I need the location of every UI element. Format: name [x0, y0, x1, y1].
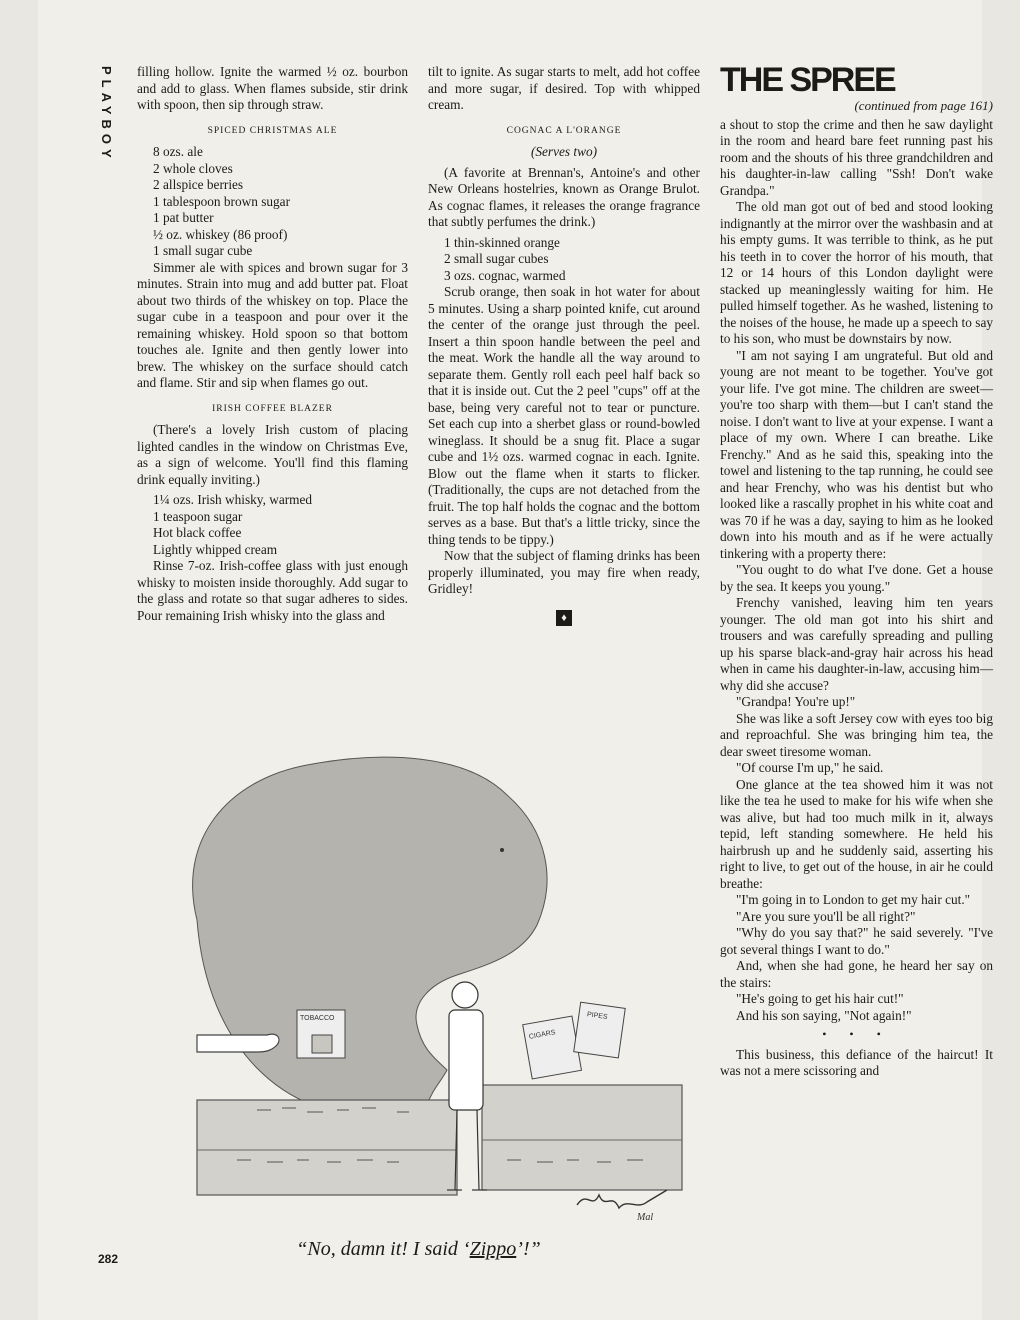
- story-paragraph: She was like a soft Jersey cow with eyes too big and reproachful. She was bringing him tea, the dear sweet tiresome woman.: [720, 710, 993, 759]
- shopkeeper-head: [452, 982, 478, 1008]
- ingredient: 2 whole cloves: [153, 160, 233, 176]
- tobacco-sign: TOBACCO: [300, 1015, 335, 1022]
- cigars-sign: CIGARS: [528, 1029, 557, 1041]
- ingredient: ½ oz. whiskey (86 proof): [153, 226, 288, 242]
- method-spiced-ale: Simmer ale with spices and brown sugar for 3 minutes. Strain into mug and add butter pat. Float about two thirds of the whiskey on top. Place the sugar cube in a teaspoon and pour over it the remaining whiskey. Hold spoon so that bottom touches ale. Ignite and then gently lower into brew. The whiskey on the surface should catch and flame. Stir and sip when flames go out.: [137, 259, 408, 390]
- recipe-title-irish-coffee: IRISH COFFEE BLAZER: [212, 403, 333, 414]
- ingredient: 1 small sugar cube: [153, 243, 253, 258]
- shop-counter-right: [482, 1085, 682, 1190]
- recipe-title-cognac: COGNAC A L'ORANGE: [506, 125, 622, 136]
- ingredient: 1¼ ozs. Irish whisky, warmed: [153, 492, 313, 507]
- story-paragraph: "Are you sure you'll be all right?": [736, 908, 916, 924]
- method-cognac: Scrub orange, then soak in hot water for about 5 minutes. Using a sharp pointed knife, cut around the center of the orange just through the peel. Insert a thin spoon handle between the peel and the meat. Work the handle all the way around to separate them. Gently roll each peel half back so that it is inside out. Cut the 2 peel "cups" off at the base, being very careful not to tear or puncture. Set each cup into a sherbet glass or round-bowled wineglass. It should be a snug fit. Place a sugar cube and 1½ ozs. warmed cognac in each. Ignite. Blow out the flame when it starts to flicker. (Traditionally, the cups are not detached from the fruit. The top half holds the cognac and the bottom serves as a base. But that's a little tricky, since the thing tends to be tippy.): [428, 284, 700, 547]
- playboy-masthead: PLAYBOY: [99, 66, 114, 163]
- pipes-sign: PIPES: [586, 1011, 608, 1022]
- col2-continued-text: tilt to ignite. As sugar starts to melt, add hot coffee and more sugar, if desired. Top with whipped cream.: [428, 64, 700, 112]
- ingredients-cognac: [428, 235, 700, 285]
- shopkeeper-body: [449, 1010, 483, 1110]
- smoke-blob: [193, 757, 547, 1115]
- ingredient: 1 pat butter: [153, 210, 214, 225]
- story-paragraph: One glance at the tea showed him it was not like the tea he used to make for his wife when she was alive, but had too much milk in it, always tepid, left standing somewhere. He held his hairbrush up and he suddenly said, asserting his right to live, to get out of the house, in air he could breathe:: [720, 776, 993, 891]
- ingredients-irish-coffee: [137, 492, 408, 558]
- blob-eye: [500, 848, 504, 852]
- story-paragraph: "I'm going in to London to get my hair cut.": [736, 892, 971, 907]
- cartoonist-signature-stroke: [577, 1190, 667, 1208]
- method-irish-coffee: Rinse 7-oz. Irish-coffee glass with just enough whisky to moisten inside thoroughly. Add sugar to the glass and rotate so that sugar adheres to sides. Pour remaining Irish whisky into the glass and: [137, 558, 408, 623]
- continued-note: (continued from page 161): [854, 98, 993, 113]
- story-paragraph: "He's going to get his hair cut!": [736, 991, 904, 1006]
- ingredient: Lightly whipped cream: [153, 541, 278, 557]
- story-paragraph: "Grandpa! You're up!": [736, 694, 856, 709]
- article-title: THE SPREE: [720, 61, 895, 99]
- story-paragraph: This business, this defiance of the haircut! It was not a mere scissoring and: [720, 1046, 993, 1078]
- story-paragraph: "Why do you say that?" he said severely. "I've got several things I want to do.": [720, 925, 993, 957]
- ingredient: 2 allspice berries: [153, 177, 244, 192]
- pipes-box: [574, 1002, 626, 1058]
- column-3: [720, 61, 993, 1080]
- section-break: • • •: [822, 1027, 891, 1041]
- serves-note: (Serves two): [530, 144, 598, 159]
- story-paragraph: Frenchy vanished, leaving him ten years younger. The old man got into his shirt and trousers and was carefully spreading and pulling up his sparse black-and-gray hair across his head when in came his daughter-in-law, accusing him—why did she accuse?: [720, 595, 993, 693]
- story-paragraph: The old man got out of bed and stood looking indignantly at the mirror over the washbasin and at his empty gums. It was terrible to think, as he put his teeth in to cover the horror of his mouth, that 12 or 14 hours of this London daylight were stacked up meaninglessly waiting for him. He pulled himself together. As he washed, listening to the noises of the house, he made up a speech to say to his son, who must be downstairs by now.: [720, 199, 993, 346]
- column-2: [428, 64, 700, 626]
- column-1: [137, 64, 408, 624]
- intro-irish-coffee: (There's a lovely Irish custom of placing lighted candles in the window on Christmas Eve, as a sign of welcome. You'll find this flaming drink equally inviting.): [137, 422, 408, 487]
- story-paragraph: And his son saying, "Not again!": [736, 1007, 912, 1023]
- ingredient: Hot black coffee: [153, 525, 242, 540]
- intro-cognac: (A favorite at Brennan's, Antoine's and other New Orleans hostelries, known as Orange Brulot. As cognac flames, it releases the orange fragrance that subtly perfumes the drink.): [428, 164, 700, 229]
- page-number: 282: [98, 1252, 119, 1266]
- ingredient: 8 ozs. ale: [153, 144, 203, 159]
- story-paragraph: "I am not saying I am ungrateful. But old and young are not meant to be together. You've got your life. I've got mine. The children are sweet—you're too sharp with them—but I can't stand the noise. I don't want to live at your expense. I want a place of my own. Where I can breathe. Like Frenchy." And as he said this, speaking into the towel and listening to the tap running, he could see and hear Frenchy, who was his dentist but who looked like a rascally prophet in his white coat and was 70 if he was a day, saying to him as he looked down into his mouth and as if he were actually tinkering with a property there:: [720, 347, 993, 561]
- ingredient: 1 thin-skinned orange: [444, 234, 560, 250]
- cartoon-caption: “No, damn it! I said ‘Zippo’!”: [296, 1238, 541, 1260]
- story-paragraph: And, when she had gone, he heard her say on the stairs:: [720, 958, 993, 990]
- recipe-title-spiced-ale: SPICED CHRISTMAS ALE: [207, 125, 338, 136]
- cigars-box: [523, 1016, 582, 1079]
- magazine-page: [38, 0, 993, 1320]
- col1-intro: filling hollow. Ignite the warmed ½ oz. bourbon and add to glass. When flames subside, stir drink with spoon, then sip through straw.: [137, 64, 408, 112]
- story-paragraph: a shout to stop the crime and then he saw daylight in the room and heard bare feet running past his room and the shouts of his three grandchildren and his daughter-in-law calling "Ssh! Don't wake Grandpa.": [720, 116, 993, 198]
- ingredient: 1 teaspoon sugar: [153, 508, 243, 524]
- bunny-logo-icon: ♦: [556, 610, 572, 626]
- ingredient: 3 ozs. cognac, warmed: [444, 267, 566, 283]
- cartoon-illustration: [137, 720, 700, 1225]
- closing-paragraph: Now that the subject of flaming drinks has been properly illuminated, you may fire when ready, Gridley!: [428, 548, 700, 596]
- ingredient: 2 small sugar cubes: [444, 251, 549, 266]
- shop-counter: [197, 1100, 457, 1195]
- story-paragraph: "Of course I'm up," he said.: [736, 760, 884, 775]
- ingredient: 1 tablespoon brown sugar: [153, 193, 291, 209]
- ingredients-spiced-ale: [137, 144, 408, 260]
- customer-arm: [197, 1034, 279, 1052]
- cartoonist-signature: Mal: [637, 1212, 654, 1223]
- story-paragraph: "You ought to do what I've done. Get a house by the sea. It keeps you young.": [720, 562, 993, 594]
